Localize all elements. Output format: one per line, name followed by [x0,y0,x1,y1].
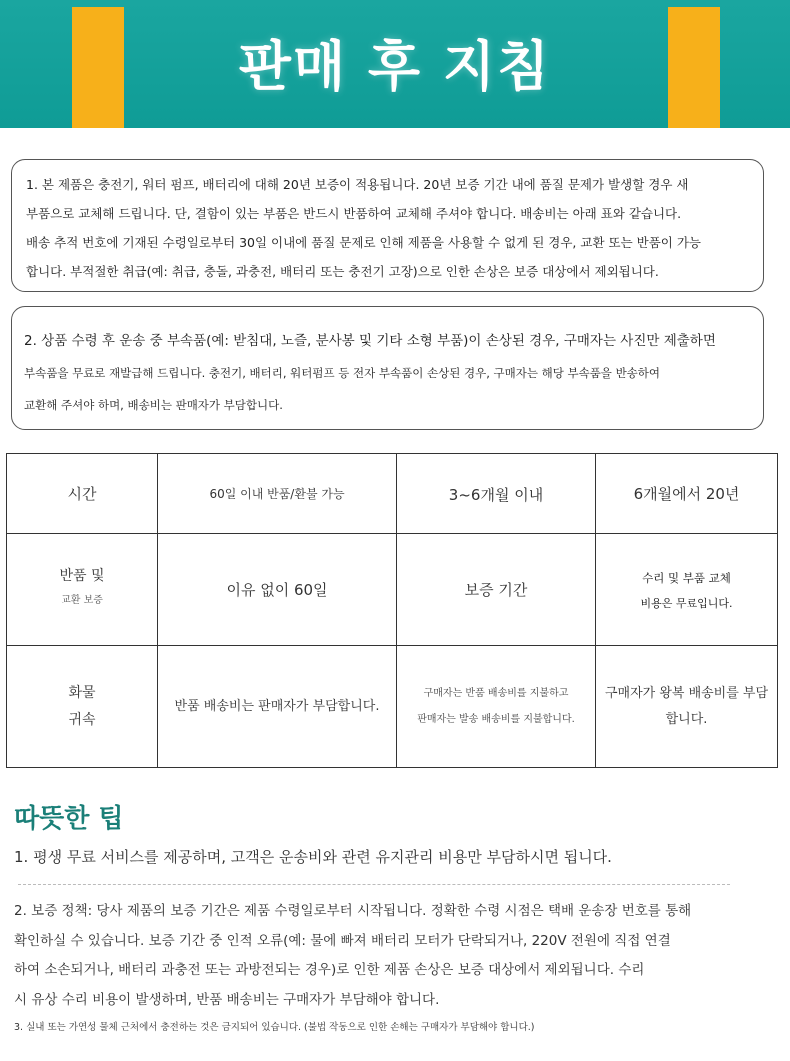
notice-line: 1. 본 제품은 충전기, 워터 펌프, 배터리에 대해 20년 보증이 적용됩니다. 20년 보증 기간 내에 품질 문제가 발생할 경우 새 [26,177,689,192]
header-cell-6months-20years: 6개월에서 20년 [596,454,778,534]
row-label-sub: 교환 보증 [61,594,103,606]
notice-line: 교환해 주셔야 하며, 배송비는 판매자가 부담합니다. [24,398,283,412]
row-label-freight [7,646,158,768]
notice-line: 합니다. 부적절한 취급(예: 취급, 충돌, 과충전, 배터리 또는 충전기 고장)으로 인한 손상은 보증 대상에서 제외됩니다. [26,264,659,279]
cell-return-warranty: 보증 기간 [397,534,596,646]
cell-freight-seller: 반품 배송비는 판매자가 부담합니다. [158,646,397,768]
cell-freight-split [397,646,596,768]
notice-line: 부속품을 무료로 재발급해 드립니다. 충전기, 배터리, 워터펌프 등 전자 부속품이 손상된 경우, 구매자는 해당 부속품을 반송하여 [24,366,661,380]
row-label-line: 화물 [68,684,96,701]
notice-line: 배송 추적 번호에 기재된 수령일로부터 30일 이내에 품질 문제로 인해 제품을 사용할 수 없게 된 경우, 교환 또는 반품이 가능 [26,235,701,250]
table-header-row [7,454,778,534]
after-sales-policy-table [6,453,778,768]
row-label-line: 귀속 [68,711,96,728]
cell-return-free-repair [596,534,778,646]
tip-line: 시 유상 수리 비용이 발생하며, 반품 배송비는 구매자가 부담해야 합니다. [14,991,440,1008]
cell-line: 구매자는 반품 배송비를 지불하고 [423,687,569,699]
cell-line: 수리 및 부품 교체 [642,570,731,585]
tip-line: 확인하실 수 있습니다. 보증 기간 중 인적 오류(예: 물에 빠져 배터리 모터가 단락되거나, 220V 전원에 직접 연결 [14,932,671,949]
warranty-notice-box [11,159,764,292]
cell-freight-buyer: 구매자가 왕복 배송비를 부담합니다. [596,646,778,768]
cell-return-60days: 이유 없이 60일 [158,534,397,646]
table-row-return [7,534,778,646]
cell-line: 판매자는 발송 배송비를 지불합니다. [417,713,575,725]
header-cell-time: 시간 [7,454,158,534]
table-row-freight [7,646,778,768]
notice-line: 2. 상품 수령 후 운송 중 부속품(예: 받침대, 노즐, 분사봉 및 기타 소형 부품)이 손상된 경우, 구매자는 사진만 제출하면 [24,333,716,349]
tips-heading: 따뜻한 팁 [14,804,124,834]
accessory-notice-box [11,306,764,430]
row-label-return [7,534,158,646]
header-banner [0,0,790,128]
header-cell-3-6months: 3~6개월 이내 [397,454,596,534]
page-title: 판매 후 지침 [238,35,552,98]
row-label-main: 반품 및 [59,567,105,584]
tip-line: 2. 보증 정책: 당사 제품의 보증 기간은 제품 수령일로부터 시작됩니다. 정확한 수령 시점은 택배 운송장 번호를 통해 [14,903,692,919]
notice-line: 부품으로 교체해 드립니다. 단, 결함이 있는 부품은 반드시 반품하여 교체해 주셔야 합니다. 배송비는 아래 표와 같습니다. [26,206,682,221]
tip-line: 하여 소손되거나, 배터리 과충전 또는 과방전되는 경우)로 인한 제품 손상은 보증 대상에서 제외됩니다. 수리 [14,962,645,978]
divider [18,884,730,885]
tip-1: 1. 평생 무료 서비스를 제공하며, 고객은 운송비와 관련 유지관리 비용만 부담하시면 됩니다. [14,848,612,866]
header-cell-60days: 60일 이내 반품/환불 가능 [158,454,397,534]
tip-3: 3. 실내 또는 가연성 물체 근처에서 충전하는 것은 금지되어 있습니다. (불법 작동으로 인한 손해는 구매자가 부담해야 합니다.) [14,1022,535,1033]
tip-2 [14,897,734,1015]
cell-line: 비용은 무료입니다. [640,596,733,610]
